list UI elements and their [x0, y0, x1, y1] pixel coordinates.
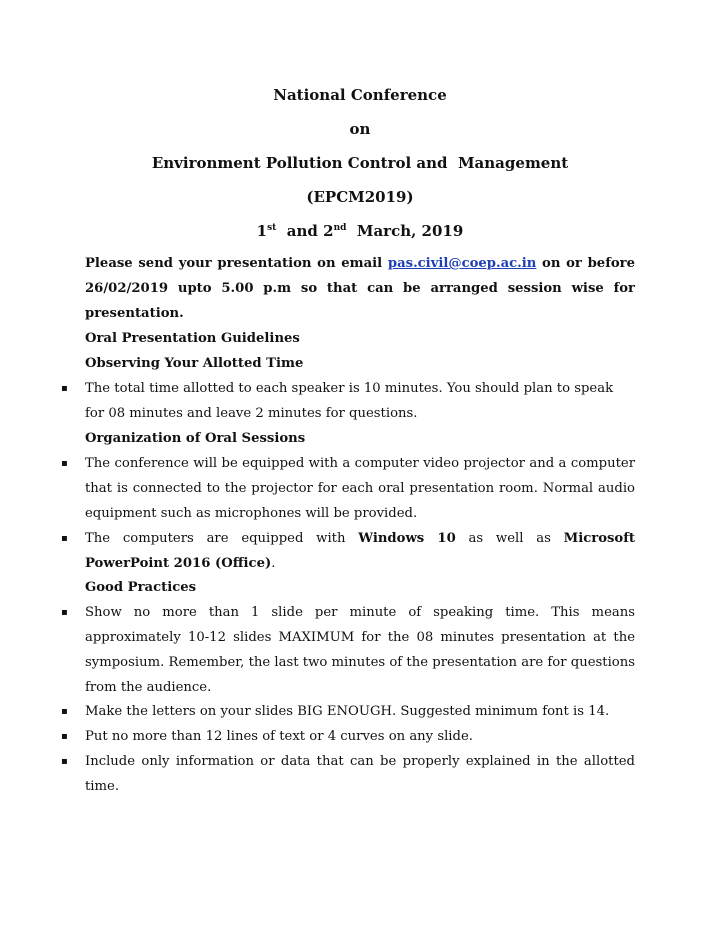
conference-theme: Environment Pollution Control and Management	[151, 154, 569, 172]
instructions-after-email: on or before 26/02/2019 upto 5.00 p.m so that can be arranged session wise for presentation.	[85, 256, 636, 321]
bullet-icon: ▪	[61, 706, 68, 717]
title-on: on	[349, 120, 371, 138]
bullet-icon: ▪	[61, 533, 68, 544]
allotted-time-heading: Observing Your Allotted Time	[85, 356, 304, 371]
organization-heading: Organization of Oral Sessions	[85, 431, 306, 446]
date-sup1: st	[267, 223, 277, 233]
software-text-a: The computers are equipped with	[85, 531, 359, 546]
allotted-time-bullet: The total time allotted to each speaker is 10 minutes. You should plan to speak for 08 minutes and leave 2 minutes for questions.	[85, 381, 614, 421]
email-link[interactable]: pas.civil@coep.ac.in	[387, 256, 537, 271]
good-practice-font-size: Make the letters on your slides BIG ENOUGH. Suggested minimum font is 14.	[85, 704, 610, 719]
organization-bullet-equipment: The conference will be equipped with a computer video projector and a computer that is connected to the projector for each oral presentation room. Normal audio equipment such as microphones will be provided.	[85, 456, 635, 521]
good-practice-information: Include only information or data that can be properly explained in the allotted time.	[85, 754, 635, 794]
good-practices-heading: Good Practices	[85, 580, 197, 595]
date-day1: 1	[256, 222, 268, 240]
submission-instructions	[85, 251, 635, 326]
bullet-icon: ▪	[61, 383, 68, 394]
oral-guidelines-heading: Oral Presentation Guidelines	[85, 331, 300, 346]
software-powerpoint: Microsoft PowerPoint 2016 (Office)	[85, 531, 635, 571]
date-and: and 2	[276, 222, 334, 240]
conference-title: National Conference	[273, 86, 447, 104]
bullet-icon: ▪	[61, 607, 68, 618]
good-practice-slides-per-minute: Show no more than 1 slide per minute of speaking time. This means approximately 10-12 slides MAXIMUM for the 08 minutes presentation at the symposium. Remember, the last two minutes of the presentation are for questions from the audience.	[85, 605, 635, 695]
bullet-icon: ▪	[61, 756, 68, 767]
software-windows: Windows 10	[358, 531, 456, 546]
organization-bullet-software	[85, 526, 635, 576]
bullet-icon: ▪	[61, 731, 68, 742]
good-practice-lines-limit: Put no more than 12 lines of text or 4 curves on any slide.	[85, 729, 473, 744]
instructions-before-email: Please send your presentation on email	[85, 256, 388, 271]
software-text-e: .	[271, 556, 276, 571]
conference-acronym: (EPCM2019)	[306, 188, 414, 206]
date-sup2: nd	[333, 223, 347, 233]
conference-dates	[0, 221, 720, 241]
date-month-year: March, 2019	[346, 222, 464, 240]
bullet-icon: ▪	[61, 458, 68, 469]
software-text-c: as well as	[455, 531, 564, 546]
